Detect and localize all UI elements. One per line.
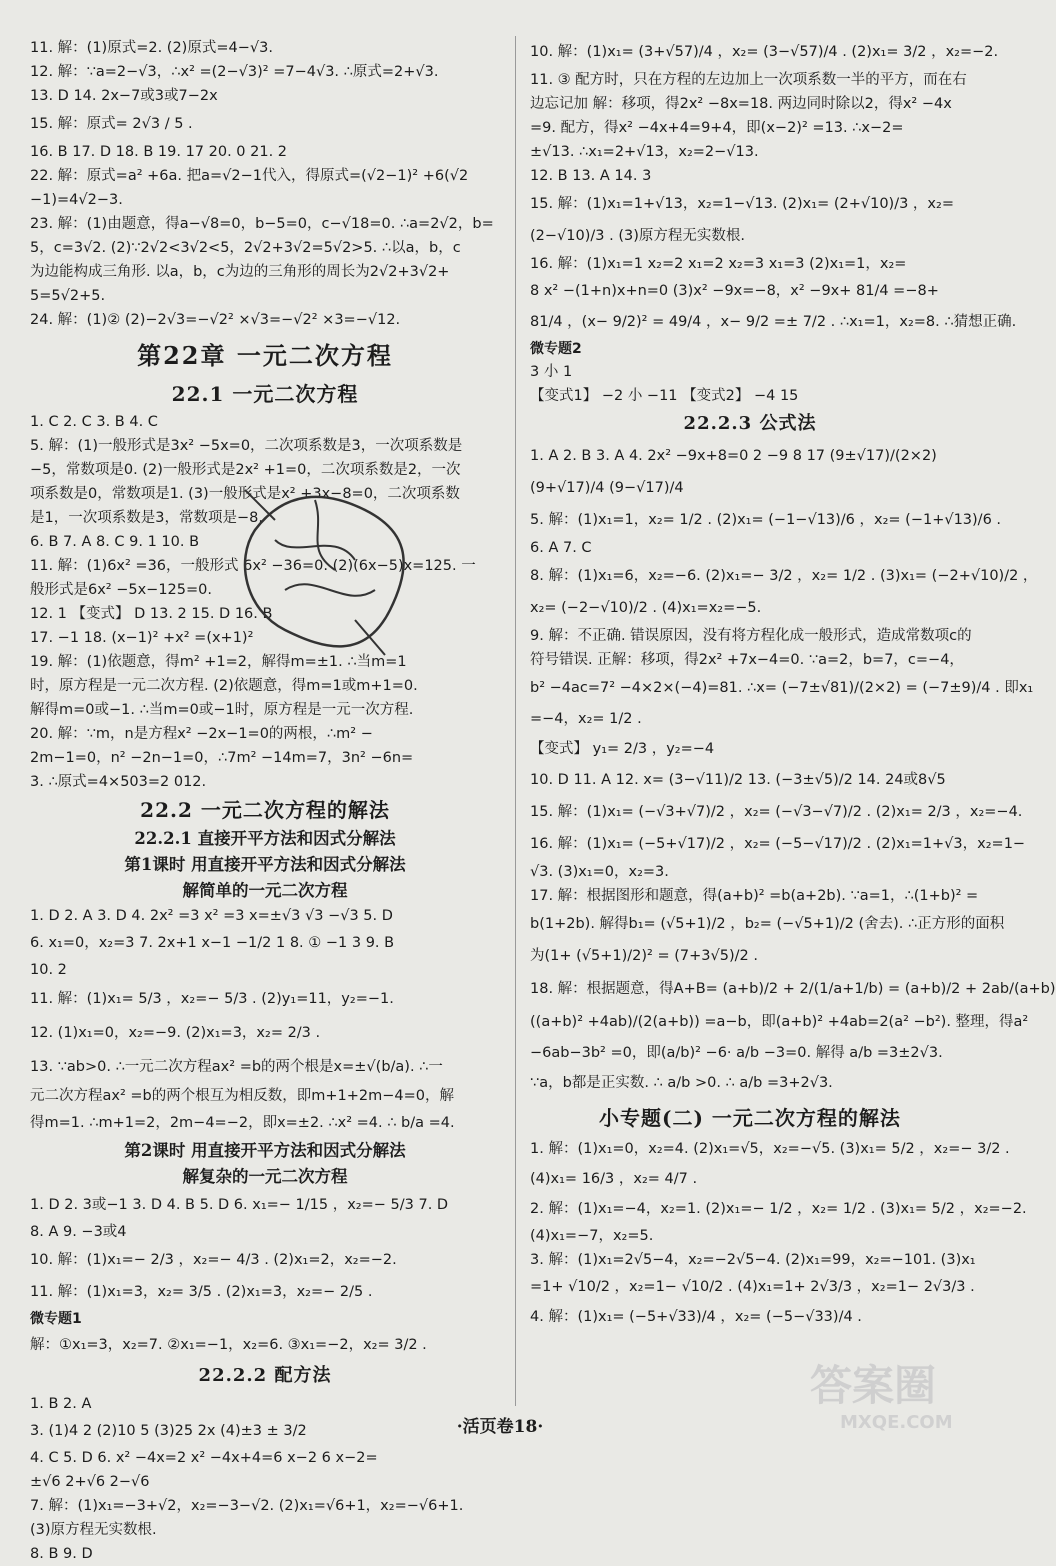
answer-line: 1. D 2. 3或−1 3. D 4. B 5. D 6. x₁=− 1/15 ，x₂=− 5/3 7. D xyxy=(30,1197,449,1213)
answer-line: 般形式是6x² −5x−125=0. xyxy=(30,582,212,598)
answer-line: 23. 解：(1)由题意，得a−√8=0，b−5=0，c−√18=0. ∴a=2√2，b= xyxy=(30,216,494,232)
answer-line: 24. 解：(1)② (2)−2√3=−√2² ×√3=−√2² ×3=−√12. xyxy=(30,312,401,328)
answer-line: 时，原方程是一元二次方程. (2)依题意，得m=1或m+1=0. xyxy=(30,678,418,694)
answer-line: −1)=4√2−3. xyxy=(30,192,123,208)
answer-line: 解得m=0或−1. ∴当m=0或−1时，原方程是一元一次方程. xyxy=(30,702,414,718)
answer-line: 10. 2 xyxy=(30,962,67,978)
answer-line: (4)x₁= 16/3 ，x₂= 4/7 . xyxy=(530,1171,698,1187)
answer-line: 边忘记加 解：移项，得2x² −8x=18. 两边同时除以2，得x² −4x xyxy=(530,96,952,112)
answer-line: =−4，x₂= 1/2 . xyxy=(530,711,642,727)
lesson-title: 解复杂的一元二次方程 xyxy=(182,1167,348,1186)
answer-line: ((a+b)² +4ab)/(2(a+b)) =a−b，即(a+b)² +4ab=2(a² −b²). 整理，得a² xyxy=(530,1014,1029,1030)
answer-line: 17. −1 18. (x−1)² +x² =(x+1)² xyxy=(30,630,254,646)
answer-line: b² −4ac=7² −4×2×(−4)=81. ∴x= (−7±√81)/(2×2) = (−7±9)/4 . 即x₁ xyxy=(530,680,1034,696)
answer-line: 13. D 14. 2x−7或3或7−2x xyxy=(30,88,218,104)
answer-line: 5，c=3√2. (2)∵2√2<3√2<5，2√2+3√2=5√2>5. ∴以a，b，c xyxy=(30,240,461,256)
answer-line: 18. 解：根据题意，得A+B= (a+b)/2 + 2/(1/a+1/b) = (a+b)/2 + 2ab/(a+b) xyxy=(530,981,1056,997)
watermark-logo xyxy=(800,1356,990,1436)
column-divider xyxy=(515,36,516,1406)
subsection-title: 22.2.1 直接开平方法和因式分解法 xyxy=(134,829,396,848)
answer-line: 6. x₁=0，x₂=3 7. 2x+1 x−1 −1/2 1 8. ① −1 3 9. B xyxy=(30,935,395,951)
answer-line: 1. D 2. A 3. D 4. 2x² =3 x² =3 x=±√3 √3 −√3 5. D xyxy=(30,908,393,924)
answer-line: 【变式】 y₁= 2/3 ，y₂=−4 xyxy=(530,741,715,757)
answer-line: (4)x₁=−7，x₂=5. xyxy=(530,1228,654,1244)
answer-line: =9. 配方，得x² −4x+4=9+4，即(x−2)² =13. ∴x−2= xyxy=(530,120,904,136)
answer-line: 得m=1. ∴m+1=2，2m−4=−2，即x=±2. ∴x² =4. ∴ b/a =4. xyxy=(30,1115,455,1131)
answer-line: 11. 解：(1)x₁=3，x₂= 3/5 . (2)x₁=3，x₂=− 2/5 . xyxy=(30,1284,373,1300)
micro-topic-title: 微专题2 xyxy=(530,341,582,357)
subsection-title: 22.2.3 公式法 xyxy=(683,413,817,434)
lesson-title: 解简单的一元二次方程 xyxy=(182,881,348,900)
answer-line: 11. 解：(1)6x² =36，一般形式 6x² −36=0. (2)(6x−5)x=125. 一 xyxy=(30,558,476,574)
answer-line: 7. 解：(1)x₁=−3+√2，x₂=−3−√2. (2)x₁=√6+1，x₂=−√6+1. xyxy=(30,1498,464,1514)
answer-line: 15. 解：原式= 2√3 / 5 . xyxy=(30,116,193,132)
answer-line: 12. 1 【变式】 D 13. 2 15. D 16. B xyxy=(30,606,273,622)
answer-line: −5，常数项是0. (2)一般形式是2x² +1=0，二次项系数是2，一次 xyxy=(30,462,461,478)
answer-line: (2−√10)/3 . (3)原方程无实数根. xyxy=(530,228,745,244)
answer-line: 16. 解：(1)x₁=1 x₂=2 x₁=2 x₂=3 x₁=3 (2)x₁=1，x₂= xyxy=(530,256,907,272)
section-title: 22.2 一元二次方程的解法 xyxy=(140,798,390,822)
answer-line: 11. 解：(1)x₁= 5/3 ，x₂=− 5/3 . (2)y₁=11，y₂=−1. xyxy=(30,991,394,1007)
answer-line: 10. 解：(1)x₁=− 2/3 ，x₂=− 4/3 . (2)x₁=2，x₂=−2. xyxy=(30,1252,397,1268)
answer-line: (9+√17)/4 (9−√17)/4 xyxy=(530,480,684,496)
answer-line: b(1+2b). 解得b₁= (√5+1)/2 ，b₂= (−√5+1)/2 (舍去). ∴正方形的面积 xyxy=(530,916,1005,932)
answer-line: 17. 解：根据图形和题意，得(a+b)² =b(a+2b). ∵a=1，∴(1+b)² = xyxy=(530,888,979,904)
answer-line: 2. 解：(1)x₁=−4，x₂=1. (2)x₁=− 1/2 ，x₂= 1/2 . (3)x₁= 5/2 ，x₂=−2. xyxy=(530,1201,1027,1217)
answer-line: 19. 解：(1)依题意，得m² +1=2，解得m=±1. ∴当m=1 xyxy=(30,654,407,670)
answer-line: 20. 解：∵m，n是方程x² −2x−1=0的两根，∴m² − xyxy=(30,726,373,742)
answer-line: 10. D 11. A 12. x= (3−√11)/2 13. (−3±√5)/2 14. 24或8√5 xyxy=(530,772,946,788)
answer-line: 1. A 2. B 3. A 4. 2x² −9x+8=0 2 −9 8 17 (9±√17)/(2×2) xyxy=(530,448,937,464)
lesson-title: 第1课时 用直接开平方法和因式分解法 xyxy=(124,855,406,874)
answer-line: 13. ∵ab>0. ∴一元二次方程ax² =b的两个根是x=±√(b/a). ∴一 xyxy=(30,1059,443,1075)
section-title: 22.1 一元二次方程 xyxy=(171,382,359,406)
chapter-title: 第22章 一元二次方程 xyxy=(137,341,393,370)
answer-line: x₂= (−2−√10)/2 . (4)x₁=x₂=−5. xyxy=(530,600,762,616)
answer-line: 符号错误. 正解：移项，得2x² +7x−4=0. ∵a=2，b=7，c=−4， xyxy=(530,652,964,668)
answer-line: 2m−1=0，n² −2n−1=0，∴7m² −14m=7，3n² −6n= xyxy=(30,750,414,766)
answer-line: 11. 解：(1)原式=2. (2)原式=4−√3. xyxy=(30,40,273,56)
lesson-title: 第2课时 用直接开平方法和因式分解法 xyxy=(124,1141,406,1160)
watermark-text: 答案圈 xyxy=(810,1361,937,1410)
answer-line: 5=5√2+5. xyxy=(30,288,106,304)
answer-line: 3. ∴原式=4×503=2 012. xyxy=(30,774,207,790)
answer-line: 1. B 2. A xyxy=(30,1396,92,1412)
answer-line: ±√13. ∴x₁=2+√13，x₂=2−√13. xyxy=(530,144,759,160)
answer-line: 8. A 9. −3或4 xyxy=(30,1224,127,1240)
answer-line: (3)原方程无实数根. xyxy=(30,1522,157,1538)
answer-line: 15. 解：(1)x₁=1+√13，x₂=1−√13. (2)x₁= (2+√10)/3 ，x₂= xyxy=(530,196,954,212)
answer-line: 3. (1)4 2 (2)10 5 (3)25 2x (4)±3 ± 3/2 xyxy=(30,1423,307,1439)
answer-line: 8. 解：(1)x₁=6，x₂=−6. (2)x₁=− 3/2 ，x₂= 1/2 . (3)x₁= (−2+√10)/2 ， xyxy=(530,568,1038,584)
answer-line: ±√6 2+√6 2−√6 xyxy=(30,1474,150,1490)
answer-line: −6ab−3b² =0，即(a/b)² −6· a/b −3=0. 解得 a/b =3±2√3. xyxy=(530,1045,943,1061)
right-column xyxy=(530,36,1056,1332)
micro-topic-title: 微专题1 xyxy=(30,1311,82,1327)
answer-line: 4. C 5. D 6. x² −4x=2 x² −4x+4=6 x−2 6 x−2= xyxy=(30,1450,378,1466)
handwritten-doodle xyxy=(215,470,425,670)
answer-line: 6. A 7. C xyxy=(530,540,592,556)
answer-line: 11. ③ 配方时，只在方程的左边加上一次项系数一半的平方，而在右 xyxy=(530,72,967,88)
subsection-title: 22.2.2 配方法 xyxy=(198,1365,332,1386)
answer-line: 12. 解：∵a=2−√3，∴x² =(2−√3)² =7−4√3. ∴原式=2+√3. xyxy=(30,64,439,80)
answer-line: 为(1+ (√5+1)/2)² = (7+3√5)/2 . xyxy=(530,948,758,964)
answer-line: 9. 解：不正确. 错误原因，没有将方程化成一般形式，造成常数项c的 xyxy=(530,628,972,644)
answer-line: 8. B 9. D xyxy=(30,1546,93,1562)
answer-line: 16. B 17. D 18. B 19. 17 20. 0 21. 2 xyxy=(30,144,288,160)
answer-line: 【变式1】 −2 小 −11 【变式2】 −4 15 xyxy=(530,388,799,404)
page-footer: ·活页卷18· xyxy=(456,1417,544,1437)
answer-line: 81/4 ，(x− 9/2)² = 49/4 ，x− 9/2 =± 7/2 . ∴x₁=1，x₂=8. ∴猜想正确. xyxy=(530,314,1017,330)
answer-line: 项系数是0，常数项是1. (3)一般形式是x² +3x−8=0，二次项系数 xyxy=(30,486,460,502)
answer-line: 是1，一次项系数是3，常数项是−8. xyxy=(30,510,263,526)
answer-line: 12. (1)x₁=0，x₂=−9. (2)x₁=3，x₂= 2/3 . xyxy=(30,1025,321,1041)
answer-line: 16. 解：(1)x₁= (−5+√17)/2 ，x₂= (−5−√17)/2 . (2)x₁=1+√3，x₂=1− xyxy=(530,836,1026,852)
answer-line: 元二次方程ax² =b的两个根互为相反数，即m+1+2m−4=0，解 xyxy=(30,1088,454,1104)
section-title: 小专题(二) 一元二次方程的解法 xyxy=(599,1106,901,1130)
left-column xyxy=(30,36,500,1566)
answer-line: 为边能构成三角形. 以a，b，c为边的三角形的周长为2√2+3√2+ xyxy=(30,264,450,280)
answer-line: 10. 解：(1)x₁= (3+√57)/4 ，x₂= (3−√57)/4 . (2)x₁= 3/2 ，x₂=−2. xyxy=(530,44,999,60)
answer-line: 3. 解：(1)x₁=2√5−4，x₂=−2√5−4. (2)x₁=99，x₂=−101. (3)x₁ xyxy=(530,1252,976,1268)
answer-line: 15. 解：(1)x₁= (−√3+√7)/2 ，x₂= (−√3−√7)/2 . (2)x₁= 2/3 ，x₂=−4. xyxy=(530,804,1023,820)
answer-line: 5. 解：(1)一般形式是3x² −5x=0，二次项系数是3，一次项系数是 xyxy=(30,438,463,454)
watermark-url: MXQE.COM xyxy=(840,1412,953,1433)
answer-line: 3 小 1 xyxy=(530,364,573,380)
answer-line: =1+ √10/2 ，x₂=1− √10/2 . (4)x₁=1+ 2√3/3 ，x₂=1− 2√3/3 . xyxy=(530,1279,975,1295)
answer-line: 6. B 7. A 8. C 9. 1 10. B xyxy=(30,534,200,550)
answer-line: 22. 解：原式=a² +6a. 把a=√2−1代入，得原式=(√2−1)² +6(√2 xyxy=(30,168,469,184)
answer-line: 4. 解：(1)x₁= (−5+√33)/4 ，x₂= (−5−√33)/4 . xyxy=(530,1309,862,1325)
answer-line: √3. (3)x₁=0，x₂=3. xyxy=(530,864,669,880)
answer-line: 1. C 2. C 3. B 4. C xyxy=(30,414,158,430)
answer-line: 1. 解：(1)x₁=0，x₂=4. (2)x₁=√5，x₂=−√5. (3)x₁= 5/2 ，x₂=− 3/2 . xyxy=(530,1141,1010,1157)
answer-line: 5. 解：(1)x₁=1，x₂= 1/2 . (2)x₁= (−1−√13)/6 ，x₂= (−1+√13)/6 . xyxy=(530,512,1002,528)
answer-line: 12. B 13. A 14. 3 xyxy=(530,168,652,184)
answer-line: 8 x² −(1+n)x+n=0 (3)x² −9x=−8，x² −9x+ 81/4 =−8+ xyxy=(530,283,939,299)
answer-line: 解：①x₁=3，x₂=7. ②x₁=−1，x₂=6. ③x₁=−2，x₂= 3/2 . xyxy=(30,1337,427,1353)
answer-line: ∵a，b都是正实数. ∴ a/b >0. ∴ a/b =3+2√3. xyxy=(530,1075,833,1091)
